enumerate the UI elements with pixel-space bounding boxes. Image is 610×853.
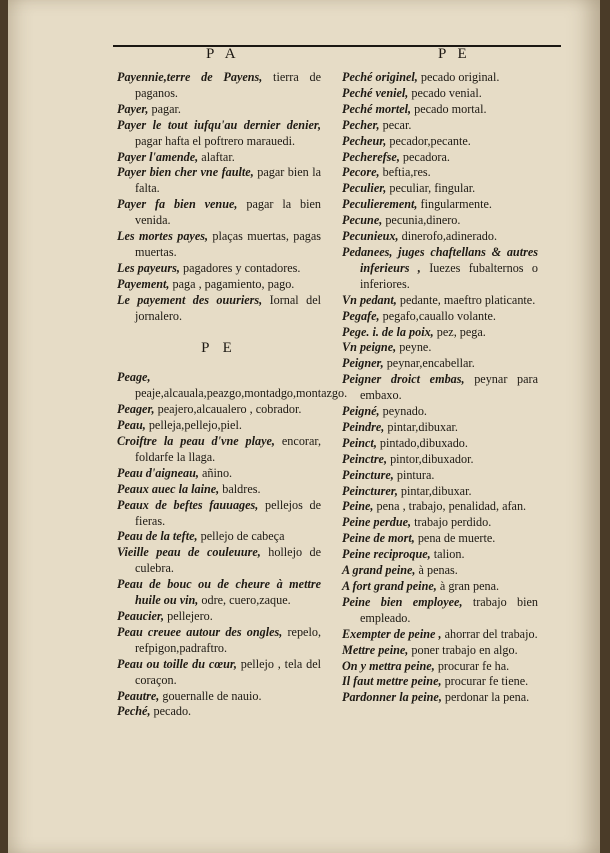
headword: Payer, bbox=[117, 101, 149, 116]
translation: pecado mortal. bbox=[411, 101, 487, 116]
headword: Peine reciproque, bbox=[342, 547, 431, 562]
dictionary-entry bbox=[342, 643, 538, 659]
headword: Pecherefse, bbox=[342, 149, 400, 164]
running-head-right: P E bbox=[438, 46, 471, 62]
translation: repelo, refpigon,padraftro. bbox=[135, 624, 321, 655]
headword: Peinct, bbox=[342, 435, 377, 450]
dictionary-entry bbox=[342, 674, 538, 690]
dictionary-entry bbox=[342, 356, 538, 372]
headword: Pege. i. de la poix, bbox=[342, 324, 434, 339]
dictionary-entry bbox=[117, 609, 321, 625]
translation: pecado original. bbox=[417, 70, 500, 84]
headword: Peigné, bbox=[342, 404, 380, 419]
headword: Croiftre la peau d'vne playe, bbox=[117, 434, 275, 449]
header-rule bbox=[113, 45, 561, 47]
headword: Payer l'amende, bbox=[117, 149, 199, 164]
translation: poner trabajo en algo. bbox=[408, 642, 518, 657]
translation: pecunia,dinero. bbox=[382, 213, 461, 228]
dictionary-entry bbox=[117, 370, 348, 402]
translation: pagar hafta el poftrero marauedi. bbox=[135, 133, 296, 148]
headword: Peaux de beftes fauuages, bbox=[117, 497, 259, 512]
dictionary-entry bbox=[342, 499, 538, 515]
translation: pelleja,pellejo,piel. bbox=[145, 418, 242, 433]
headword: Peincturer, bbox=[342, 483, 398, 498]
headword: Peager, bbox=[117, 402, 155, 417]
dictionary-entry bbox=[342, 102, 538, 118]
dictionary-entry bbox=[342, 627, 538, 643]
left-entries-b bbox=[117, 370, 348, 720]
translation: pellejos de fieras. bbox=[135, 497, 321, 528]
dictionary-entry bbox=[117, 261, 321, 277]
translation: procurar fe tiene. bbox=[441, 674, 529, 689]
headword: Peché, bbox=[117, 704, 151, 719]
translation: encorar, foldarfe la llaga. bbox=[135, 434, 321, 464]
translation: pedante, maeftro platicante. bbox=[396, 292, 536, 307]
dictionary-entry bbox=[117, 657, 321, 689]
headword: Peau d'aigneau, bbox=[117, 465, 199, 480]
translation: peyne. bbox=[396, 340, 432, 355]
headword: Mettre peine, bbox=[342, 642, 409, 657]
dictionary-entry bbox=[117, 118, 321, 150]
headword: Peaux auec la laine, bbox=[117, 481, 220, 496]
headword: Peché veniel, bbox=[342, 85, 409, 100]
translation: Iornal del jornalero. bbox=[135, 292, 321, 323]
dictionary-entry bbox=[342, 86, 538, 102]
headword: Peaucier, bbox=[117, 609, 165, 623]
translation: paga , pagamiento, pago. bbox=[169, 276, 295, 291]
headword: A fort grand peine, bbox=[342, 579, 437, 593]
headword: Vieille peau de couleuure, bbox=[117, 545, 261, 560]
translation: pecar. bbox=[379, 117, 412, 132]
translation: peaje,alcauala,peazgo,montadgo,montazgo. bbox=[135, 386, 348, 401]
dictionary-entry bbox=[342, 404, 538, 420]
headword: Peage, bbox=[117, 370, 151, 385]
translation: peculiar, fingular. bbox=[386, 181, 476, 196]
dictionary-entry bbox=[342, 197, 538, 213]
dictionary-entry bbox=[117, 229, 321, 261]
dictionary-entry bbox=[342, 563, 538, 579]
translation: pez, pega. bbox=[433, 324, 486, 339]
headword: A grand peine, bbox=[342, 563, 416, 578]
left-column bbox=[117, 70, 348, 720]
headword: Les payeurs, bbox=[117, 260, 180, 275]
translation: peajero,alcaualero , cobrador. bbox=[154, 402, 302, 417]
headword: Pegafe, bbox=[342, 308, 380, 323]
translation: fingularmente. bbox=[417, 197, 492, 212]
headword: Pecunieux, bbox=[342, 229, 399, 244]
dictionary-entry bbox=[342, 659, 538, 675]
dictionary-entry bbox=[117, 625, 321, 657]
headword: Peine de mort, bbox=[342, 531, 415, 546]
translation: odre, cuero,zaque. bbox=[198, 593, 291, 608]
headword: Payennie,terre de Payens, bbox=[117, 70, 263, 84]
dictionary-entry bbox=[342, 213, 538, 229]
dictionary-entry bbox=[342, 595, 538, 627]
headword: Peigner, bbox=[342, 356, 384, 371]
dictionary-entry bbox=[342, 547, 538, 563]
translation: pecador,pecante. bbox=[386, 133, 471, 148]
dictionary-entry bbox=[117, 277, 321, 293]
dictionary-entry bbox=[342, 420, 538, 436]
dictionary-entry bbox=[117, 402, 321, 418]
headword: Vn peigne, bbox=[342, 340, 397, 355]
headword: Exempter de peine , bbox=[342, 626, 442, 641]
headword: Payer le tout iufqu'au dernier denier, bbox=[117, 117, 321, 132]
translation: pintar,dibuxar. bbox=[384, 419, 458, 434]
translation: pintura. bbox=[393, 467, 435, 482]
headword: Peindre, bbox=[342, 419, 385, 434]
headword: Peine, bbox=[342, 499, 374, 514]
dictionary-entry bbox=[117, 150, 321, 166]
dictionary-entry bbox=[117, 498, 321, 530]
translation: à penas. bbox=[415, 563, 458, 578]
translation: pintor,dibuxador. bbox=[387, 451, 474, 466]
headword: Les mortes payes, bbox=[117, 229, 209, 244]
headword: Vn pedant, bbox=[342, 292, 397, 307]
dictionary-entry bbox=[117, 102, 321, 118]
dictionary-entry bbox=[342, 70, 538, 86]
dictionary-entry bbox=[117, 418, 321, 434]
headword: Peigner droict embas, bbox=[342, 372, 465, 387]
right-column bbox=[342, 70, 538, 706]
translation: tierra de paganos. bbox=[135, 70, 321, 100]
headword: Peculier, bbox=[342, 181, 387, 196]
translation: baldres. bbox=[219, 481, 261, 496]
translation: talion. bbox=[430, 547, 465, 562]
headword: Peché mortel, bbox=[342, 101, 412, 116]
translation: pellejo de cabeça bbox=[197, 529, 285, 544]
translation: peynar,encabellar. bbox=[383, 356, 475, 371]
headword: Pecher, bbox=[342, 117, 380, 132]
running-head-left: P A bbox=[206, 46, 240, 62]
translation: alaftar. bbox=[198, 149, 235, 164]
headword: Peine bien employee, bbox=[342, 594, 463, 609]
dictionary-entry bbox=[342, 372, 538, 404]
dictionary-entry bbox=[342, 309, 538, 325]
translation: peynado. bbox=[379, 404, 427, 419]
dictionary-entry bbox=[117, 165, 321, 197]
translation: perdonar la pena. bbox=[441, 690, 530, 705]
translation: pagadores y contadores. bbox=[179, 260, 301, 275]
translation: procurar fe ha. bbox=[434, 658, 510, 673]
headword: Peine perdue, bbox=[342, 515, 412, 530]
headword: Payer fa bien venue, bbox=[117, 197, 238, 212]
dictionary-entry bbox=[342, 690, 538, 706]
headword: Peincture, bbox=[342, 467, 394, 482]
translation: pecadora. bbox=[399, 149, 450, 164]
translation: peynar para embaxo. bbox=[360, 372, 538, 403]
translation: plaças muertas, pagas muertas. bbox=[135, 229, 322, 259]
dictionary-entry bbox=[342, 531, 538, 547]
translation: pagar la bien venida. bbox=[135, 197, 321, 228]
headword: Peché originel, bbox=[342, 70, 418, 84]
headword: Pecore, bbox=[342, 165, 380, 180]
translation: trabajo bien empleado. bbox=[360, 594, 538, 625]
dictionary-entry bbox=[117, 545, 321, 577]
dictionary-entry bbox=[342, 181, 538, 197]
dictionary-entry bbox=[342, 150, 538, 166]
dictionary-entry bbox=[342, 484, 538, 500]
dictionary-entry bbox=[342, 134, 538, 150]
dictionary-entry bbox=[342, 468, 538, 484]
translation: Iuezes fubalternos o inferiores. bbox=[360, 260, 539, 291]
dictionary-entry bbox=[342, 118, 538, 134]
section-heading: P E bbox=[201, 339, 237, 356]
headword: Peculierement, bbox=[342, 197, 418, 212]
dictionary-entry bbox=[342, 340, 538, 356]
dictionary-entry bbox=[342, 515, 538, 531]
translation: beftia,res. bbox=[379, 165, 431, 180]
translation: pena , trabajo, penalidad, afan. bbox=[373, 499, 527, 514]
headword: Peau ou toille du cœur, bbox=[117, 656, 237, 671]
headword: Pedanees, juges chaftellans & autres inferieurs , bbox=[342, 244, 538, 275]
dictionary-entry bbox=[117, 197, 321, 229]
dictionary-entry bbox=[117, 689, 321, 705]
dictionary-entry bbox=[342, 325, 538, 341]
headword: Il faut mettre peine, bbox=[342, 674, 442, 689]
translation: dinerofo,adinerado. bbox=[398, 229, 498, 244]
translation: trabajo perdido. bbox=[411, 515, 492, 530]
translation: hollejo de culebra. bbox=[135, 545, 321, 576]
translation: à gran pena. bbox=[436, 579, 500, 593]
dictionary-entry bbox=[342, 452, 538, 468]
headword: Pecune, bbox=[342, 213, 383, 228]
translation: pintar,dibuxar. bbox=[397, 483, 472, 498]
headword: Peautre, bbox=[117, 688, 160, 703]
headword: Peinctre, bbox=[342, 451, 388, 466]
translation: añino. bbox=[198, 465, 233, 480]
headword: Peau de bouc ou de cheure à mettre huile ou vin, bbox=[117, 577, 321, 608]
translation: pellejo , tela del coraçon. bbox=[135, 656, 321, 687]
left-entries-a bbox=[117, 70, 321, 325]
translation: pecado. bbox=[150, 704, 192, 719]
translation: pellejero. bbox=[164, 609, 213, 623]
translation: pagar bien la falta. bbox=[135, 165, 321, 196]
dictionary-entry bbox=[117, 529, 321, 545]
dictionary-entry bbox=[342, 165, 538, 181]
dictionary-entry bbox=[117, 293, 321, 325]
dictionary-entry bbox=[117, 704, 321, 720]
dictionary-entry bbox=[117, 577, 321, 609]
dictionary-entry bbox=[342, 579, 538, 595]
dictionary-entry bbox=[342, 229, 538, 245]
headword: On y mettra peine, bbox=[342, 658, 435, 673]
translation: pagar. bbox=[148, 101, 181, 116]
headword: Pecheur, bbox=[342, 133, 387, 148]
dictionary-entry bbox=[117, 466, 321, 482]
translation: ahorrar del trabajo. bbox=[441, 626, 538, 641]
dictionary-entry bbox=[342, 436, 538, 452]
translation: pintado,dibuxado. bbox=[376, 435, 468, 450]
headword: Peau de la tefte, bbox=[117, 529, 198, 544]
translation: pena de muerte. bbox=[414, 531, 496, 546]
dictionary-entry bbox=[342, 293, 538, 309]
headword: Peau, bbox=[117, 418, 146, 433]
dictionary-entry bbox=[342, 245, 538, 293]
headword: Peau creuee autour des ongles, bbox=[117, 624, 283, 639]
translation: pegafo,cauallo volante. bbox=[379, 308, 496, 323]
headword: Le payement des ouuriers, bbox=[117, 292, 263, 307]
dictionary-entry bbox=[117, 482, 321, 498]
translation: pecado venial. bbox=[408, 85, 482, 100]
headword: Payement, bbox=[117, 276, 170, 291]
headword: Payer bien cher vne faulte, bbox=[117, 165, 254, 180]
book-page bbox=[8, 0, 600, 853]
headword: Pardonner la peine, bbox=[342, 690, 442, 705]
dictionary-entry bbox=[117, 70, 321, 102]
dictionary-entry bbox=[117, 434, 321, 466]
translation: gouernalle de nauio. bbox=[159, 688, 262, 703]
